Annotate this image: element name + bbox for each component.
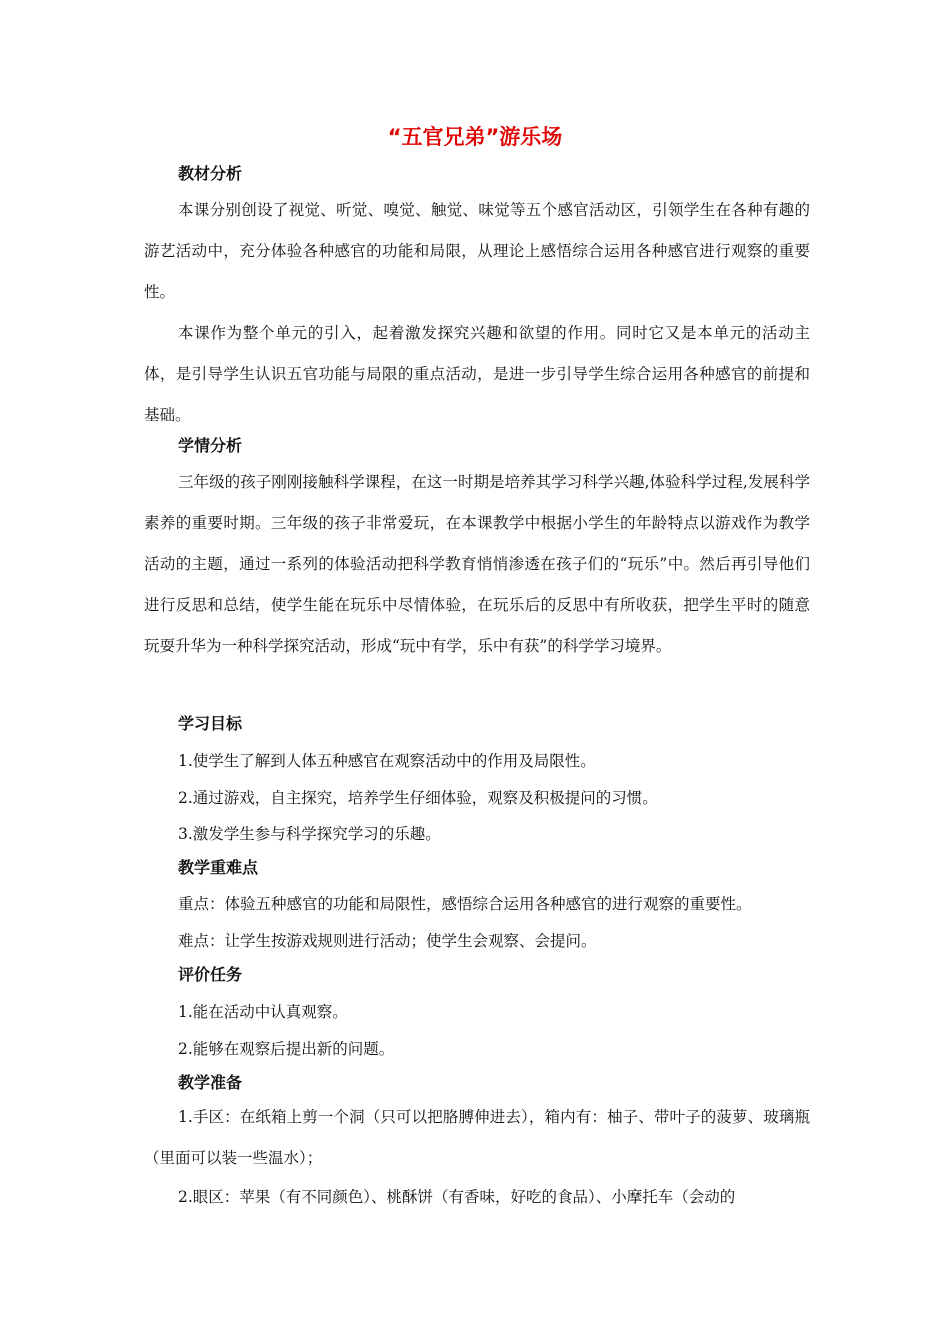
difficult-point: 难点：让学生按游戏规则进行活动；使学生会观察、会提问。 — [178, 932, 597, 950]
heading-learning-goals: 学习目标 — [178, 714, 243, 733]
eval-item-2: 2.能够在观察后提出新的问题。 — [178, 1040, 395, 1058]
heading-learner-analysis: 学情分析 — [178, 436, 243, 455]
heading-preparation: 教学准备 — [178, 1073, 243, 1092]
goal-item-3: 3.激发学生参与科学探究学习的乐趣。 — [178, 825, 441, 843]
heading-key-points: 教学重难点 — [178, 858, 259, 877]
paragraph-learner: 三年级的孩子刚刚接触科学课程，在这一时期是培养其学习科学兴趣,体验科学过程,发展科学素养的重要时期。三年级的孩子非常爱玩，在本课教学中根据小学生的年龄特点以游戏作为教学活动的主题，通过一系列的体验活动把科学教育悄悄渗透在孩子们的“玩乐”中。然后再引导他们进行反思和总结，使学生能在玩乐中尽情体验，在玩乐后的反思中有所收获，把学生平时的随意玩耍升华为一种科学探究活动，形成“玩中有学，乐中有获”的科学学习境界。 — [144, 473, 810, 655]
prep-item-1: 1.手区：在纸箱上剪一个洞（只可以把胳膊伸进去），箱内有：柚子、带叶子的菠萝、玻璃瓶（里面可以装一些温水）； — [144, 1108, 810, 1167]
eval-item-1: 1.能在活动中认真观察。 — [178, 1003, 348, 1021]
heading-evaluation: 评价任务 — [178, 965, 243, 984]
prep-item-2: 2.眼区：苹果（有不同颜色）、桃酥饼（有香味，好吃的食品）、小摩托车（会动的 — [178, 1188, 736, 1206]
paragraph-analysis-1: 本课分别创设了视觉、听觉、嗅觉、触觉、味觉等五个感官活动区，引领学生在各种有趣的游艺活动中，充分体验各种感官的功能和局限，从理论上感悟综合运用各种感官进行观察的重要性。 — [144, 201, 810, 301]
page-title: “五官兄弟”游乐场 — [387, 125, 563, 149]
goal-item-1: 1.使学生了解到人体五种感官在观察活动中的作用及局限性。 — [178, 752, 596, 770]
heading-textbook-analysis: 教材分析 — [178, 164, 243, 183]
goal-item-2: 2.通过游戏，自主探究，培养学生仔细体验，观察及积极提问的习惯。 — [178, 789, 658, 807]
paragraph-analysis-2: 本课作为整个单元的引入，起着激发探究兴趣和欲望的作用。同时它又是本单元的活动主体，是引导学生认识五官功能与局限的重点活动，是进一步引导学生综合运用各种感官的前提和基础。 — [144, 324, 810, 424]
key-point: 重点：体验五种感官的功能和局限性，感悟综合运用各种感官的进行观察的重要性。 — [178, 895, 752, 913]
